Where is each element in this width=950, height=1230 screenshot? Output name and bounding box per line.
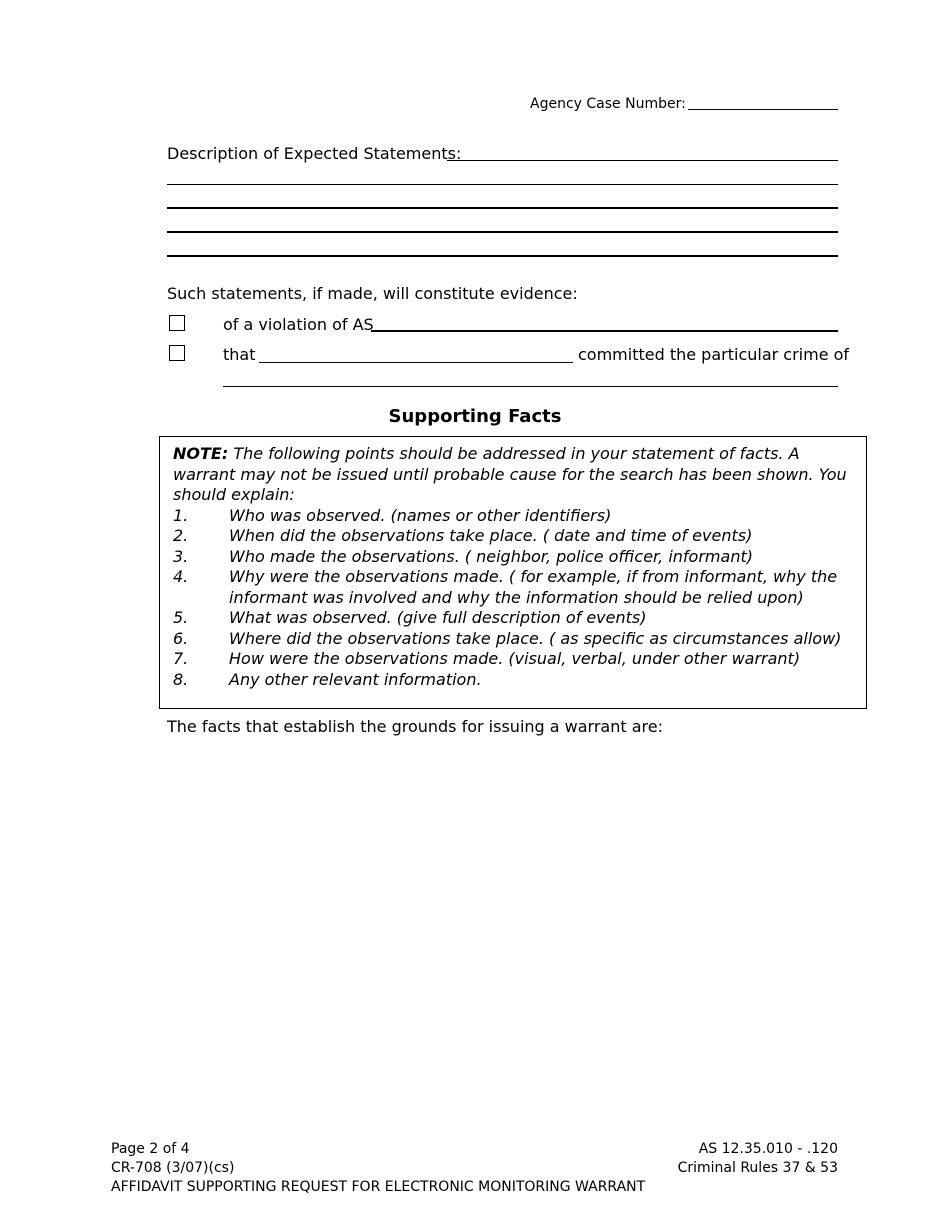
description-field-line-2[interactable] bbox=[167, 184, 838, 185]
list-item-number: 8. bbox=[173, 669, 189, 689]
description-field-line-3[interactable] bbox=[167, 207, 838, 209]
list-item-number: 3. bbox=[173, 546, 189, 566]
facts-entry-area[interactable] bbox=[167, 745, 838, 1115]
note-intro bbox=[173, 444, 848, 506]
description-label: Description of Expected Statements: bbox=[167, 144, 462, 163]
list-item-text: How were the observations made. (visual, verbal, under other warrant) bbox=[229, 649, 801, 668]
list-item bbox=[173, 629, 848, 650]
crime-description-field[interactable] bbox=[223, 386, 838, 387]
violation-checkbox[interactable] bbox=[169, 315, 185, 331]
description-field-line-5[interactable] bbox=[167, 255, 838, 257]
list-item-text: When did the observations take place. ( date and time of events) bbox=[229, 526, 753, 545]
list-item bbox=[173, 670, 848, 691]
list-item-number: 4. bbox=[173, 567, 189, 586]
list-item-text: Why were the observations made. ( for example, if from informant, why the informant was involved and why the information should be relied upon) bbox=[229, 567, 838, 607]
list-item-text: Who was observed. (names or other identifiers) bbox=[229, 505, 612, 525]
committed-crime-checkbox[interactable] bbox=[169, 345, 185, 361]
violation-statute-field[interactable] bbox=[371, 330, 838, 332]
list-item-text: Where did the observations take place. ( as specific as circumstances allow) bbox=[229, 628, 842, 648]
violation-label: of a violation of AS bbox=[223, 315, 374, 334]
description-field-line-4[interactable] bbox=[167, 231, 838, 233]
list-item bbox=[173, 649, 848, 670]
person-name-field[interactable] bbox=[259, 362, 573, 363]
footer-form-title: AFFIDAVIT SUPPORTING REQUEST FOR ELECTRONIC MONITORING WARRANT bbox=[111, 1179, 646, 1195]
list-item bbox=[173, 506, 848, 527]
list-item-text: Any other relevant information. bbox=[229, 669, 482, 689]
note-intro-text: The following points should be addressed in your statement of facts. A warrant may not be issued until probable cause for the search has been shown. You should explain: bbox=[173, 444, 847, 504]
list-item-number: 5. bbox=[173, 608, 189, 627]
list-item bbox=[173, 608, 848, 629]
evidence-intro: Such statements, if made, will constitute evidence: bbox=[167, 284, 578, 303]
list-item bbox=[173, 567, 848, 608]
committed-prefix-label: that bbox=[223, 345, 256, 364]
footer-page-number: Page 2 of 4 bbox=[111, 1141, 190, 1157]
note-list bbox=[173, 506, 848, 691]
description-field-line-1[interactable] bbox=[447, 160, 838, 161]
list-item-text: Who made the observations. ( neighbor, police officer, informant) bbox=[229, 546, 753, 566]
list-item-text: What was observed. (give full description of events) bbox=[229, 608, 647, 627]
footer-rules: Criminal Rules 37 & 53 bbox=[677, 1160, 838, 1176]
supporting-facts-heading: Supporting Facts bbox=[388, 406, 562, 427]
list-item-number: 1. bbox=[173, 505, 189, 525]
footer-statute: AS 12.35.010 - .120 bbox=[698, 1141, 838, 1157]
agency-case-number-field[interactable] bbox=[688, 109, 838, 110]
agency-case-number-label: Agency Case Number: bbox=[530, 96, 686, 112]
note-box bbox=[159, 436, 867, 709]
list-item-number: 2. bbox=[173, 526, 189, 545]
committed-suffix-label: committed the particular crime of bbox=[578, 345, 850, 364]
footer-form-code: CR-708 (3/07)(cs) bbox=[111, 1160, 235, 1176]
list-item bbox=[173, 547, 848, 568]
list-item-number: 7. bbox=[173, 649, 189, 668]
note-text bbox=[173, 444, 848, 690]
list-item-number: 6. bbox=[173, 628, 189, 648]
list-item bbox=[173, 526, 848, 547]
facts-intro: The facts that establish the grounds for issuing a warrant are: bbox=[167, 717, 663, 736]
note-label: NOTE: bbox=[173, 444, 229, 463]
